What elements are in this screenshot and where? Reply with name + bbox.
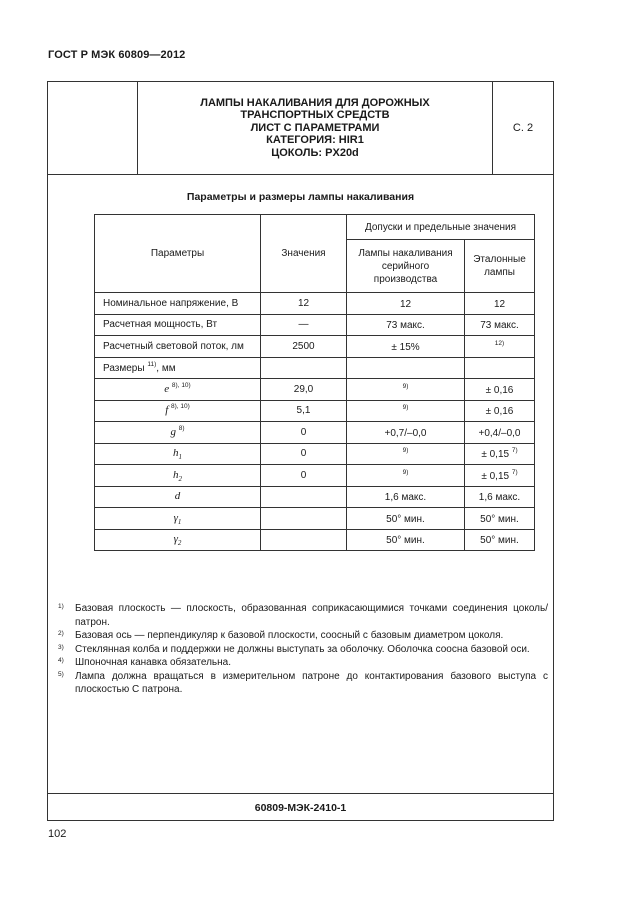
serial-tolerance <box>347 508 465 530</box>
table-row <box>95 443 535 465</box>
symbol-subscript: 2 <box>178 474 182 483</box>
serial-tolerance <box>347 422 465 444</box>
serial-tolerance <box>347 486 465 508</box>
serial-tolerance <box>347 465 465 487</box>
footnote-ref: 8), 10) <box>171 381 191 389</box>
parameter-value: 2500 <box>261 336 347 358</box>
footnote <box>58 656 548 670</box>
reference-tolerance <box>465 465 535 487</box>
table-row <box>95 379 535 401</box>
sheet-number: С. 2 <box>512 122 534 134</box>
footnote-text: Стеклянная колба и поддержки не должны выступать за оболочку. Оболочка соосна базовой оси. <box>75 643 530 655</box>
footnote-ref: 12) <box>494 339 505 347</box>
reference-tolerance <box>465 379 535 401</box>
dimensions-label-row <box>95 357 535 379</box>
symbol-subscript: 2 <box>177 539 182 548</box>
footnote-number: 2) <box>58 630 64 637</box>
reference-tolerance-text: 50° мин. <box>480 513 519 525</box>
parameter-name: Расчетная мощность, Вт <box>95 314 261 336</box>
section-title: Параметры и размеры лампы накаливания <box>186 191 415 203</box>
serial-tolerance-text: 50° мин. <box>386 513 425 525</box>
header-tolerances: Допуски и предельные значения <box>347 215 535 240</box>
dimension-symbol <box>95 486 261 508</box>
dimension-symbol <box>95 529 261 551</box>
symbol-letter: γ <box>173 533 178 546</box>
footnote-ref: 9) <box>402 382 409 390</box>
parameter-name: Номинальное напряжение, В <box>95 293 261 315</box>
reference-tolerance-text: 73 макс. <box>480 320 519 332</box>
footnote-text: Лампа должна вращаться в измерительном патроне до контактирования базового выступа с плоскостью С патрона. <box>75 670 548 695</box>
footnote-ref: 7) <box>511 447 518 455</box>
reference-tolerance <box>465 508 535 530</box>
sheet-code: 60809-МЭК-2410-1 <box>48 793 553 821</box>
serial-tolerance-text: +0,7/–0,0 <box>384 427 427 439</box>
dimension-symbol <box>95 465 261 487</box>
reference-tolerance-text: ± 0,15 <box>481 470 510 482</box>
header-values: Значения <box>261 215 347 293</box>
serial-tolerance-text: 1,6 макс. <box>384 492 427 504</box>
reference-tolerance-text: ± 0,16 <box>485 384 514 396</box>
footnote <box>58 629 548 643</box>
table-row <box>95 529 535 551</box>
serial-tolerance <box>347 336 465 358</box>
dimension-symbol <box>95 400 261 422</box>
table-row <box>95 486 535 508</box>
header-serial: Лампы накаливания серийного производства <box>347 240 465 293</box>
reference-tolerance <box>465 293 535 315</box>
dimension-symbol <box>95 508 261 530</box>
sheet-title <box>138 82 493 174</box>
reference-tolerance <box>465 314 535 336</box>
footnote-number: 3) <box>58 643 64 651</box>
table-row <box>95 422 535 444</box>
title-line: ЛИСТ С ПАРАМЕТРАМИ <box>250 121 380 134</box>
standard-sheet-frame <box>47 81 554 821</box>
table-row <box>95 293 535 315</box>
symbol-subscript: 1 <box>178 453 182 462</box>
footnote-number: 4) <box>58 657 64 664</box>
symbol-letter: g <box>170 425 176 438</box>
table-row <box>95 336 535 358</box>
table-row <box>95 465 535 487</box>
footnote-ref: 9) <box>402 468 409 476</box>
symbol-subscript: 1 <box>177 517 182 526</box>
footnote <box>58 602 548 629</box>
table-row <box>95 314 535 336</box>
footnote <box>58 643 548 657</box>
footnote <box>58 670 548 697</box>
footnotes <box>58 602 548 697</box>
serial-tolerance <box>347 443 465 465</box>
footnote-ref: 8) <box>178 424 185 432</box>
dimensions-label: Размеры $^{11)}$, мм <box>95 357 261 379</box>
dimension-symbol <box>95 422 261 444</box>
document-code: ГОСТ Р МЭК 60809—2012 <box>48 49 186 61</box>
table-row <box>95 400 535 422</box>
dimension-symbol <box>95 379 261 401</box>
dimension-value <box>261 529 347 551</box>
symbol-letter: d <box>174 490 181 503</box>
dimension-value: 0 <box>261 465 347 487</box>
title-block <box>48 82 553 175</box>
title-line: ТРАНСПОРТНЫХ СРЕДСТВ <box>240 109 390 122</box>
serial-tolerance <box>347 400 465 422</box>
dimension-value: 0 <box>261 443 347 465</box>
dimension-symbol <box>95 443 261 465</box>
dimension-value: 5,1 <box>261 400 347 422</box>
dimension-value: 29,0 <box>261 379 347 401</box>
symbol-letter: h <box>173 447 179 460</box>
footnote-ref: 8), 10) <box>171 403 190 411</box>
header-reference: Эталонные лампы <box>465 240 535 293</box>
serial-tolerance <box>347 529 465 551</box>
title-line: ЦОКОЛЬ: PX20d <box>271 146 359 159</box>
dimension-value: 0 <box>261 422 347 444</box>
reference-tolerance <box>465 336 535 358</box>
footnote-ref: 9) <box>402 447 409 455</box>
reference-tolerance <box>465 486 535 508</box>
parameters-table <box>94 214 535 551</box>
dimension-value <box>261 508 347 530</box>
reference-tolerance <box>465 400 535 422</box>
table-row <box>95 508 535 530</box>
parameter-value: — <box>261 314 347 336</box>
reference-tolerance-text: 12 <box>493 298 506 310</box>
parameter-value: 12 <box>261 293 347 315</box>
serial-tolerance <box>347 293 465 315</box>
symbol-letter: γ <box>173 511 178 524</box>
reference-tolerance-text: 1,6 макс. <box>478 492 521 504</box>
parameter-name: Расчетный световой поток, лм <box>95 336 261 358</box>
reference-tolerance-text: +0,4/–0,0 <box>478 427 521 439</box>
footnote-text: Базовая ось — перпендикуляр к базовой плоскости, соосный с базовым диаметром цоколя. <box>75 630 504 641</box>
reference-tolerance <box>465 422 535 444</box>
title-block-left-cell <box>48 82 138 174</box>
page-number: 102 <box>48 828 67 840</box>
reference-tolerance-text: ± 0,16 <box>485 406 514 418</box>
footnote-number: 5) <box>58 670 64 678</box>
title-line: КАТЕГОРИЯ: HIR1 <box>266 134 364 147</box>
symbol-letter: f <box>165 404 169 417</box>
reference-tolerance-text: ± 0,15 <box>481 449 510 461</box>
footnote-text: Базовая плоскость — плоскость, образованная соприкасающимися точками соединения цоколь/патрон. <box>75 603 548 628</box>
serial-tolerance-text: 50° мин. <box>386 535 425 547</box>
symbol-letter: h <box>173 468 179 481</box>
table-header-row <box>95 215 535 240</box>
serial-tolerance-text: 73 макс. <box>386 320 425 332</box>
reference-tolerance <box>465 443 535 465</box>
footnote-ref: 7) <box>511 468 518 476</box>
symbol-letter: e <box>164 382 170 395</box>
footnote-text: Шпоночная канавка обязательна. <box>75 657 231 668</box>
reference-tolerance-text: 50° мин. <box>480 535 519 547</box>
footnote-ref: 9) <box>402 404 409 412</box>
serial-tolerance-text: ± 15% <box>391 341 420 353</box>
serial-tolerance-text: 12 <box>399 298 412 310</box>
dimension-value <box>261 486 347 508</box>
reference-tolerance <box>465 529 535 551</box>
serial-tolerance <box>347 314 465 336</box>
footnote-number: 1) <box>58 603 64 610</box>
title-line: ЛАМПЫ НАКАЛИВАНИЯ ДЛЯ ДОРОЖНЫХ <box>200 96 430 109</box>
header-parameters: Параметры <box>95 215 261 293</box>
serial-tolerance <box>347 379 465 401</box>
